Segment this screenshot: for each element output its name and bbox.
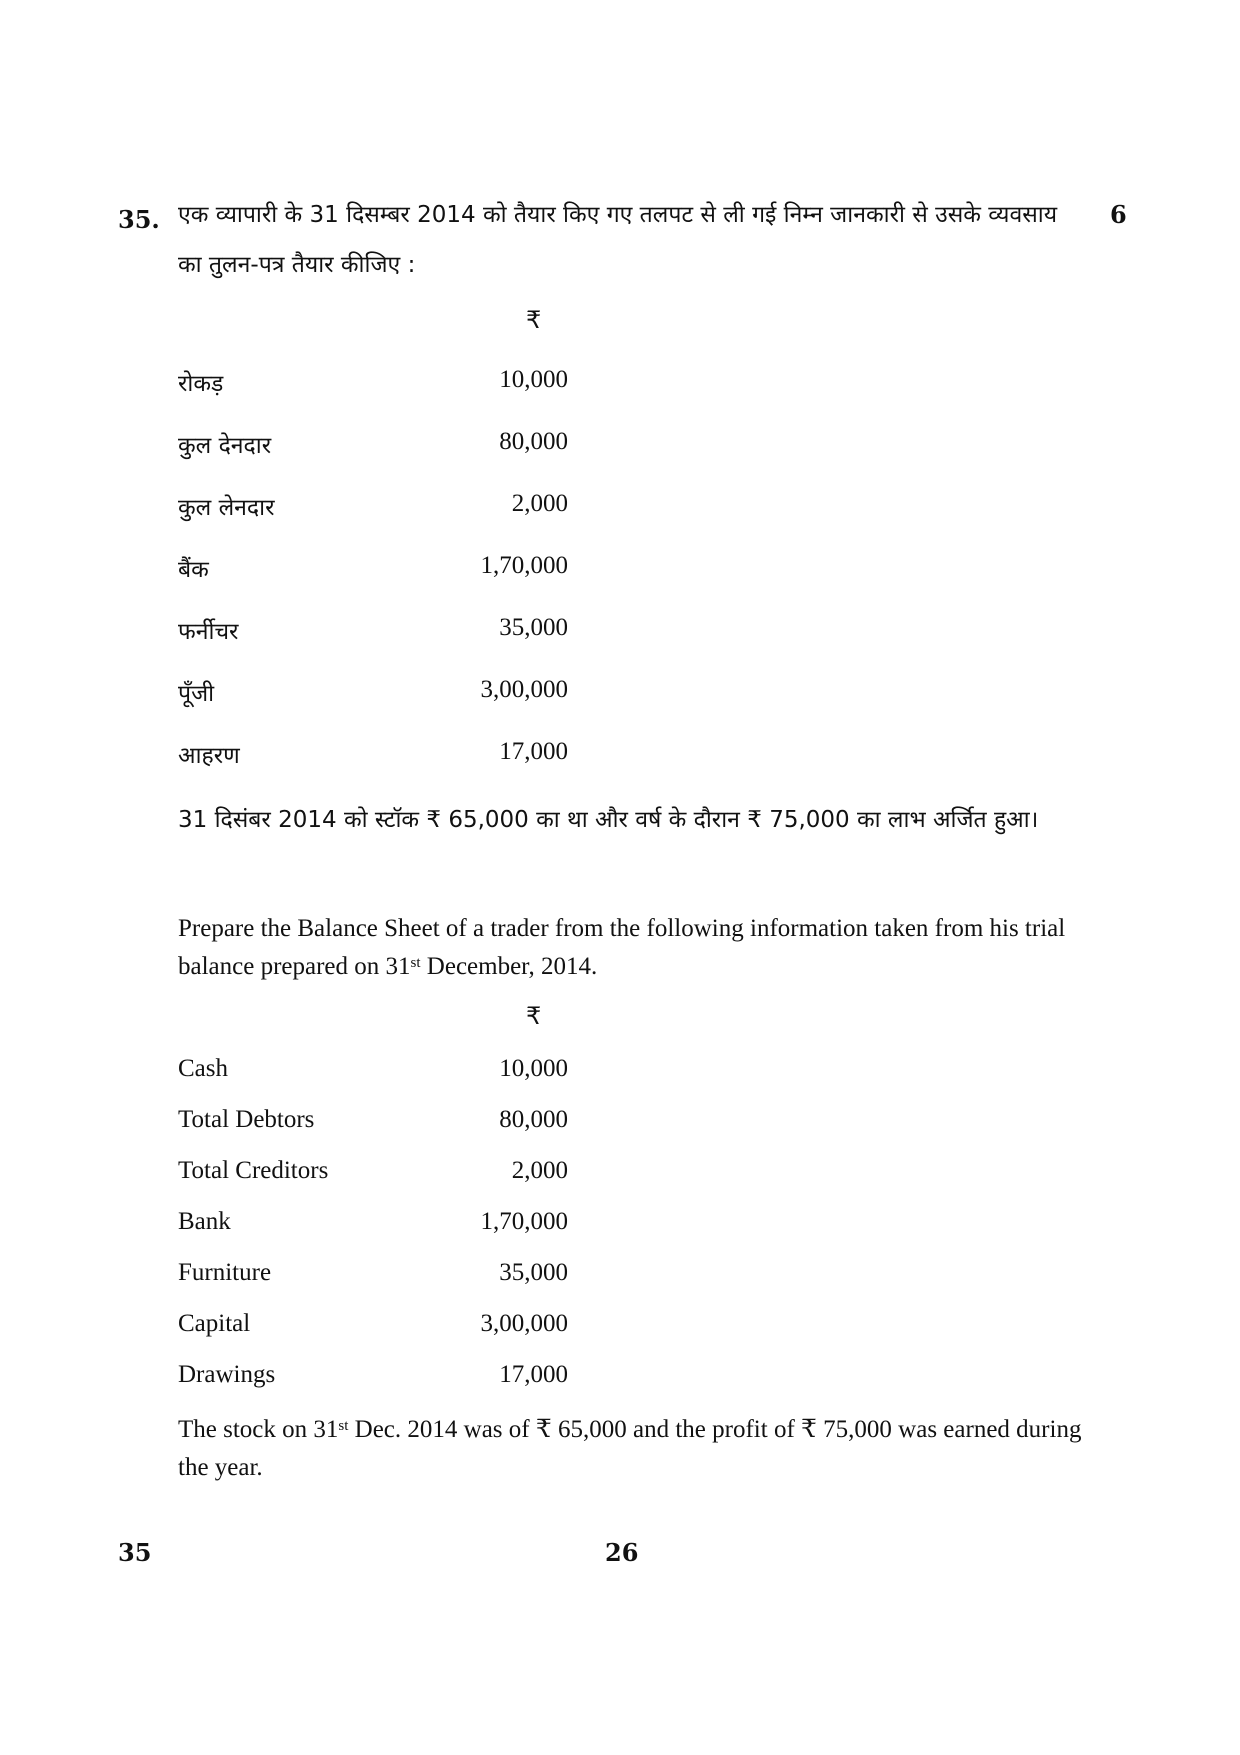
table-row	[178, 1361, 588, 1412]
question-marks: 6	[1110, 200, 1127, 229]
item-value: 10,000	[499, 1055, 568, 1082]
item-label: Capital	[178, 1310, 251, 1337]
english-note-text: The stock on 31	[178, 1416, 339, 1443]
item-value: 35,000	[499, 1259, 568, 1286]
table-row	[178, 614, 588, 676]
item-label: रोकड़	[178, 371, 224, 397]
item-label: कुल लेनदार	[178, 495, 275, 521]
table-row	[178, 676, 588, 738]
item-value: 80,000	[499, 428, 568, 455]
item-value: 17,000	[499, 738, 568, 765]
table-row	[178, 1310, 588, 1361]
table-row	[178, 428, 588, 490]
table-row	[178, 490, 588, 552]
hindi-items-table	[178, 366, 588, 800]
table-row	[178, 1208, 588, 1259]
item-value: 3,00,000	[480, 676, 568, 703]
item-value: 80,000	[499, 1106, 568, 1133]
hindi-instruction: एक व्यापारी के 31 दिसम्बर 2014 को तैयार किए गए तलपट से ली गई निम्न जानकारी से उसके व्यवसाय का तुलन-पत्र तैयार कीजिए :	[178, 202, 1058, 278]
item-value: 35,000	[499, 614, 568, 641]
table-row	[178, 1157, 588, 1208]
item-label: कुल देनदार	[178, 433, 272, 459]
table-row	[178, 1259, 588, 1310]
english-instruction-date: December, 2014.	[420, 953, 598, 980]
table-row	[178, 1106, 588, 1157]
item-value: 1,70,000	[480, 552, 568, 579]
item-label: Bank	[178, 1208, 231, 1235]
hindi-note: 31 दिसंबर 2014 को स्टॉक ₹ 65,000 का था और वर्ष के दौरान ₹ 75,000 का लाभ अर्जित हुआ।	[178, 807, 1039, 833]
question-code: 35	[118, 1538, 152, 1567]
item-label: Furniture	[178, 1259, 272, 1286]
item-value: 1,70,000	[480, 1208, 568, 1235]
question-number: 35.	[118, 205, 160, 234]
table-row	[178, 552, 588, 614]
table-row	[178, 1055, 588, 1106]
english-instruction	[178, 910, 1083, 986]
item-label: Cash	[178, 1055, 228, 1082]
table-row	[178, 738, 588, 800]
item-label: Drawings	[178, 1361, 276, 1388]
item-value: 17,000	[499, 1361, 568, 1388]
item-value: 2,000	[511, 490, 568, 517]
table-row	[178, 366, 588, 428]
english-note	[178, 1411, 1083, 1487]
item-label: फर्नीचर	[178, 619, 239, 645]
english-instruction-text: Prepare the Balance Sheet of a trader from the following information taken from his trial balance prepared on 31	[178, 915, 1066, 980]
item-value: 10,000	[499, 366, 568, 393]
page-number: 26	[605, 1538, 639, 1567]
item-value: 2,000	[511, 1157, 568, 1184]
item-label: आहरण	[178, 743, 240, 769]
hindi-currency-header: ₹	[526, 306, 542, 334]
item-label: पूँजी	[178, 681, 215, 707]
item-label: Total Creditors	[178, 1157, 329, 1184]
item-value: 3,00,000	[480, 1310, 568, 1337]
english-items-table	[178, 1055, 588, 1412]
ordinal-suffix: st	[410, 955, 421, 971]
english-note-rest: Dec. 2014 was of ₹ 65,000 and the profit of ₹ 75,000 was earned during the year.	[178, 1416, 1082, 1481]
english-currency-header: ₹	[526, 1002, 542, 1030]
item-label: बैंक	[178, 557, 209, 583]
item-label: Total Debtors	[178, 1106, 315, 1133]
ordinal-suffix: st	[338, 1418, 349, 1434]
